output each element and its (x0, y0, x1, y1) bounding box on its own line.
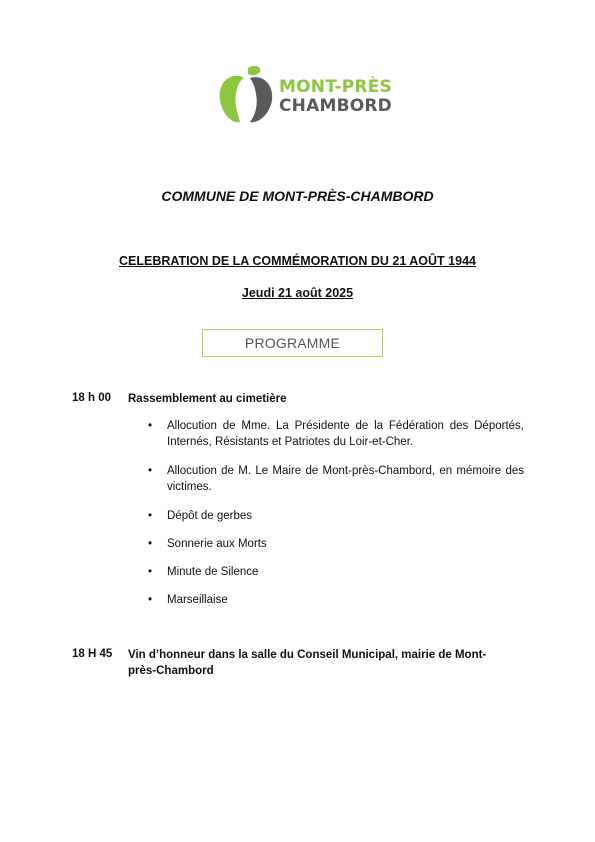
event-title: Rassemblement au cimetière (128, 393, 287, 405)
ceremony-list (148, 418, 524, 608)
commune-title: COMMUNE DE MONT-PRÈS-CHAMBORD (161, 188, 434, 204)
event-title: Vin d’honneur dans la salle du Conseil Municipal, mairie de Mont-près-Chambord (128, 649, 487, 677)
municipal-logo (216, 64, 391, 128)
list-item: • Marseillaise (148, 594, 228, 606)
programme-heading: PROGRAMME (244, 335, 341, 351)
list-item: • Dépôt de gerbes (148, 510, 253, 522)
list-item: • Minute de Silence (148, 566, 259, 578)
event-date: Jeudi 21 août 2025 (241, 286, 354, 300)
bullet-icon: • (148, 465, 153, 477)
event-time: 18 H 45 (72, 648, 113, 660)
logo-text-line1: MONT-PRÈS (279, 77, 392, 97)
bullet-icon: • (148, 566, 153, 578)
list-item: • Allocution de Mme. La Présidente de la Fédération des Déportés, Internés, Résistants et Patriotes du Loir-et-Cher. (148, 420, 524, 448)
bullet-icon: • (148, 538, 153, 550)
bullet-icon: • (148, 594, 153, 606)
list-item: • Sonnerie aux Morts (148, 538, 267, 550)
event-time: 18 h 00 (72, 392, 111, 404)
list-item: • Allocution de M. Le Maire de Mont-près-Chambord, en mémoire des victimes. (148, 465, 524, 493)
logo-text-line2: CHAMBORD (279, 96, 392, 116)
bullet-icon: • (148, 510, 153, 522)
bullet-icon: • (148, 420, 153, 432)
celebration-title: CELEBRATION DE LA COMMÉMORATION DU 21 AOÛT 1944 (119, 254, 476, 268)
programme-heading-box (202, 329, 383, 357)
apple-logo-icon (216, 64, 276, 128)
